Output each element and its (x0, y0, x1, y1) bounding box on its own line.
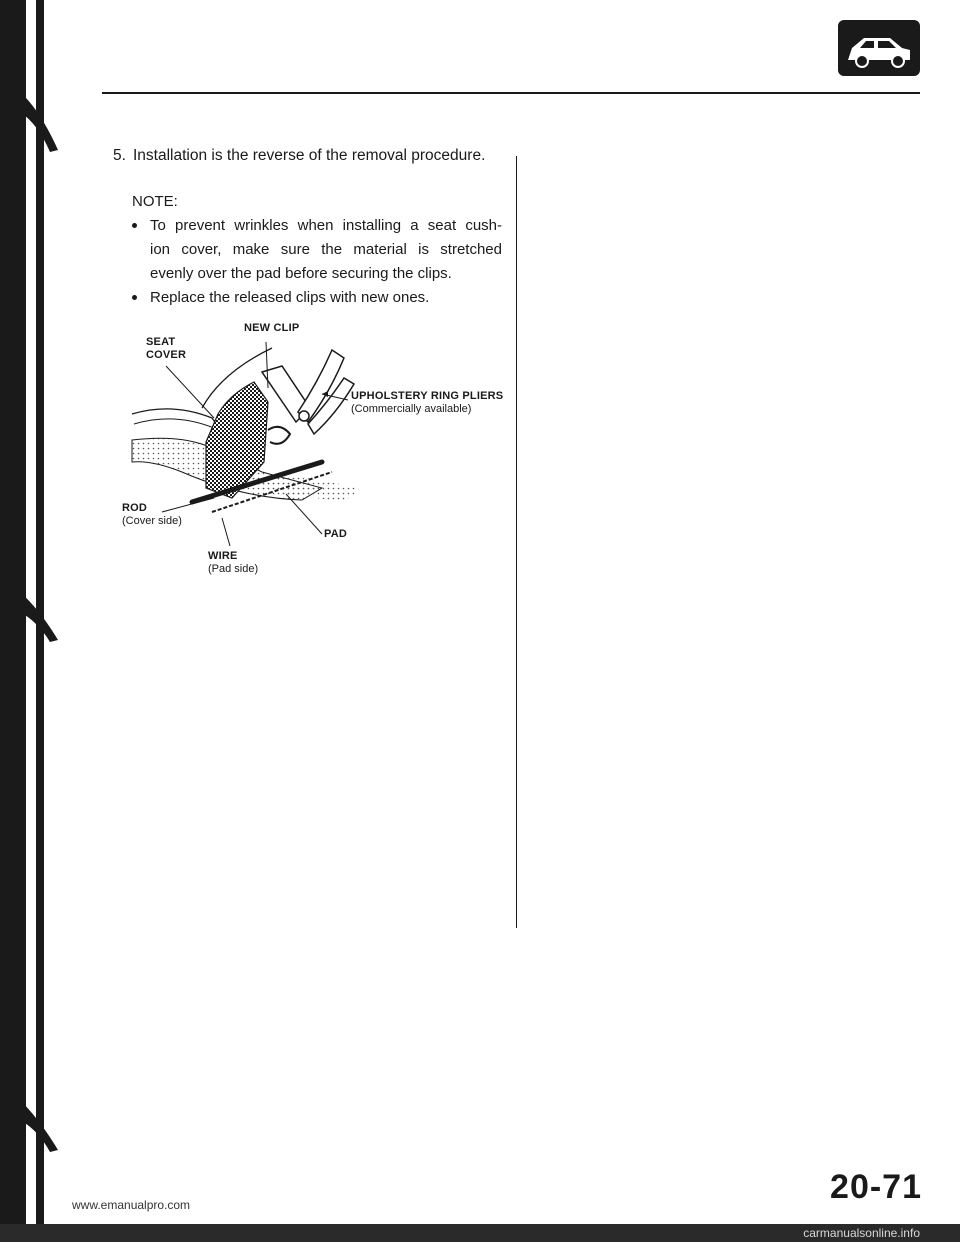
label-seat: SEAT (146, 336, 176, 348)
label-pad: PAD (324, 528, 348, 540)
new-clip-ring (268, 427, 290, 444)
label-wire: WIRE (208, 550, 238, 562)
leader-pad (286, 494, 322, 534)
leader-new-clip (266, 342, 268, 388)
label-pliers-sub: (Commercially available) (351, 403, 472, 415)
step-5 (113, 146, 485, 166)
leader-rod (162, 498, 214, 512)
note-bullet-1 (132, 214, 504, 286)
step-number: 5. (113, 147, 126, 164)
note-heading: NOTE: (132, 193, 178, 210)
leader-wire (222, 518, 230, 546)
header-rule (102, 92, 920, 94)
label-new-clip: NEW CLIP (244, 322, 300, 334)
leader-seat-cover (166, 366, 214, 418)
cover-fold-2 (134, 419, 214, 428)
pliers-pivot (299, 411, 309, 421)
note-bullet-1-line-2: ion cover, make sure the material is stretched (150, 241, 502, 258)
bullet-dot (132, 223, 137, 228)
footer-watermark: carmanualsonline.info (803, 1226, 920, 1240)
note-bullet-2-line-1: Replace the released clips with new ones. (150, 289, 430, 306)
bullet-dot (132, 295, 137, 300)
footer-url-link[interactable]: www.emanualpro.com (72, 1198, 191, 1212)
note-bullet-2 (132, 286, 504, 310)
label-wire-sub: (Pad side) (208, 563, 259, 575)
page-number: 20-71 (830, 1168, 922, 1206)
step-text: Installation is the reverse of the removal procedure. (133, 147, 486, 164)
binding-spine (0, 0, 60, 1242)
seat-clip-drawing (122, 322, 502, 582)
note-bullet-1-line-3: evenly over the pad before securing the clips. (150, 265, 452, 282)
column-divider (516, 156, 517, 928)
label-upholstery-ring-pliers: UPHOLSTERY RING PLIERS (351, 390, 504, 402)
label-cover: COVER (146, 349, 187, 361)
car-body-icon (838, 20, 920, 76)
label-rod-sub: (Cover side) (122, 515, 182, 527)
label-rod: ROD (122, 502, 148, 514)
seat-clip-illustration (122, 322, 502, 582)
note-bullet-1-line-1: To prevent wrinkles when installing a seat cush- (150, 217, 502, 234)
